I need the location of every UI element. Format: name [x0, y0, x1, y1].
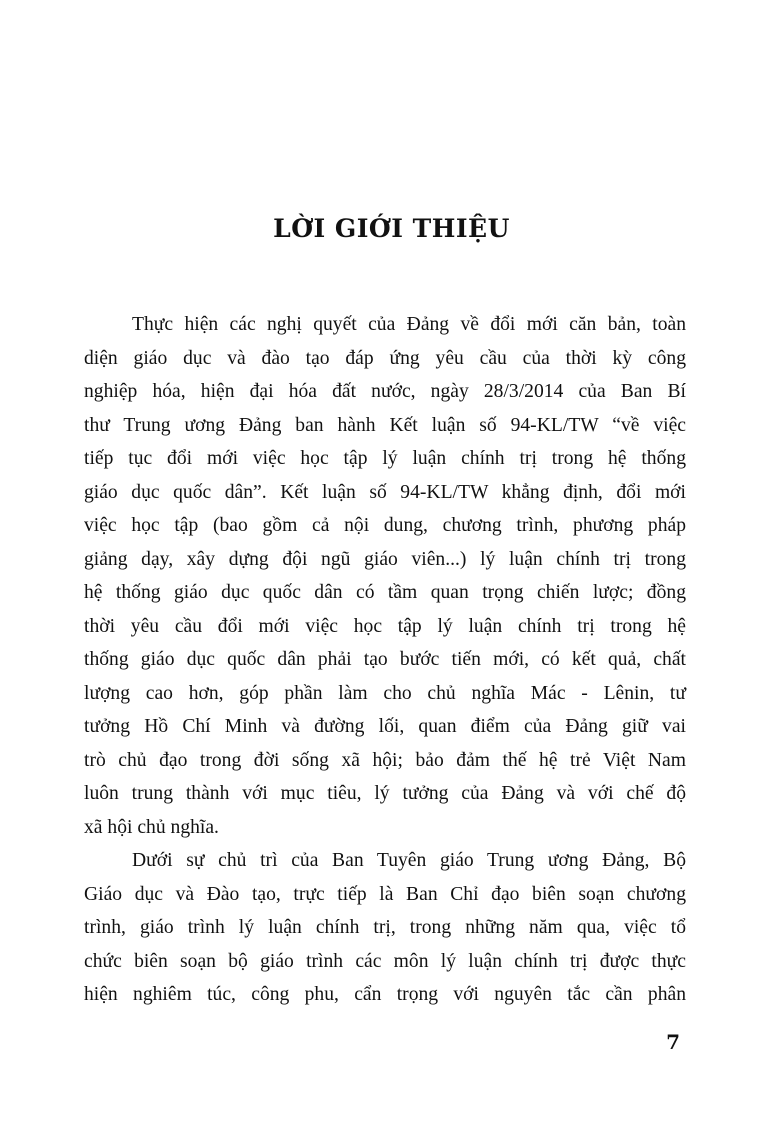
page-number: 7	[666, 1030, 680, 1054]
text-line: hiện nghiêm túc, công phu, cẩn trọng với nguyên tắc cần phân	[84, 984, 686, 1005]
text-line: tiếp tục đổi mới việc học tập lý luận chính trị trong hệ thống	[84, 448, 686, 469]
text-line: thời yêu cầu đổi mới việc học tập lý luận chính trị trong hệ	[84, 615, 686, 637]
text-line: trình, giáo trình lý luận chính trị, trong những năm qua, việc tổ	[84, 917, 686, 938]
text-line: Giáo dục và Đào tạo, trực tiếp là Ban Chỉ đạo biên soạn chương	[84, 883, 686, 905]
text-line: thư Trung ương Đảng ban hành Kết luận số 94-KL/TW “về việc	[84, 414, 686, 436]
text-line: thống giáo dục quốc dân phải tạo bước tiến mới, có kết quả, chất	[84, 649, 686, 670]
text-line: trò chủ đạo trong đời sống xã hội; bảo đảm thế hệ trẻ Việt Nam	[84, 749, 686, 771]
text-line: hệ thống giáo dục quốc dân có tầm quan trọng chiến lược; đồng	[84, 582, 686, 603]
page-title: LỜI GIỚI THIỆU	[273, 214, 510, 243]
text-line: giáo dục quốc dân”. Kết luận số 94-KL/TW khẳng định, đổi mới	[84, 481, 686, 503]
body-text	[84, 308, 686, 1012]
text-line: việc học tập (bao gồm cả nội dung, chương trình, phương pháp	[84, 515, 686, 536]
text-line: Thực hiện các nghị quyết của Đảng về đổi mới căn bản, toàn	[132, 314, 686, 335]
text-line: chức biên soạn bộ giáo trình các môn lý luận chính trị được thực	[84, 950, 686, 972]
text-line: nghiệp hóa, hiện đại hóa đất nước, ngày 28/3/2014 của Ban Bí	[84, 381, 686, 402]
text-line: giảng dạy, xây dựng đội ngũ giáo viên...) lý luận chính trị trong	[84, 548, 686, 570]
text-line: diện giáo dục và đào tạo đáp ứng yêu cầu của thời kỳ công	[84, 347, 686, 369]
text-line: luôn trung thành với mục tiêu, lý tưởng của Đảng và với chế độ	[84, 783, 686, 804]
text-line: xã hội chủ nghĩa.	[84, 816, 219, 838]
text-line: Dưới sự chủ trì của Ban Tuyên giáo Trung ương Đảng, Bộ	[132, 850, 686, 871]
text-line: lượng cao hơn, góp phần làm cho chủ nghĩa Mác - Lênin, tư	[84, 682, 686, 704]
text-line: tưởng Hồ Chí Minh và đường lối, quan điểm của Đảng giữ vai	[84, 716, 686, 737]
